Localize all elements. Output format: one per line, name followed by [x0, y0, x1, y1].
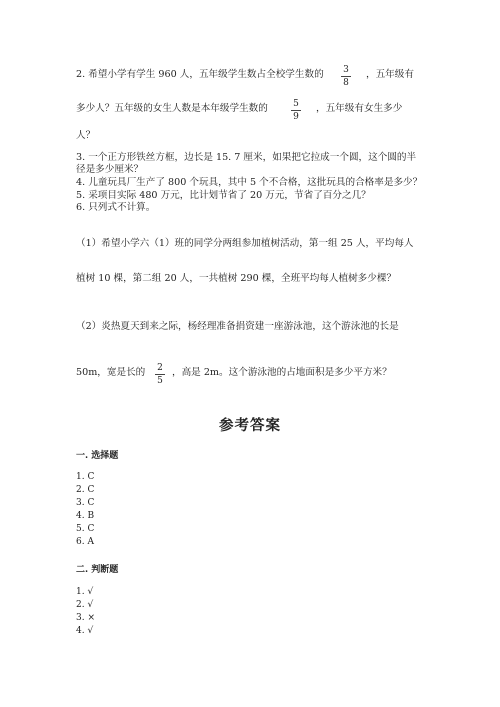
question-2-line-2-end — [316, 103, 402, 115]
section-1-answer-5: 5. C — [76, 524, 95, 534]
fraction-denominator: 5 — [157, 376, 163, 386]
fraction-2-5 — [154, 363, 166, 386]
question-2-text-c: 多少人？五年级的女生人数是本年级学生数的 — [76, 103, 268, 114]
fraction-denominator: 9 — [293, 112, 299, 122]
section-2-answer-4: 4. √ — [76, 626, 94, 636]
section-2-answer-3: 3. × — [76, 613, 95, 623]
section-2-answer-1: 1. √ — [76, 587, 94, 597]
question-4: 4. 儿童玩具厂生产了 800 个玩具，其中 5 个不合格，这批玩具的合格率是多少？ — [76, 177, 423, 188]
section-1-heading: 一. 选择题 — [76, 451, 119, 461]
question-2-line-2 — [76, 103, 268, 115]
question-2-line-1 — [76, 69, 324, 81]
sub-question-2-line-2-end — [172, 367, 392, 379]
sub-question-2-line-2 — [76, 367, 145, 379]
sub-question-2-text-b: ，高是 2m。这个游泳池的占地面积是多少平方米？ — [172, 367, 392, 378]
section-1-answer-2: 2. C — [76, 485, 95, 495]
fraction-numerator: 5 — [293, 99, 299, 109]
section-1-answer-3: 3. C — [76, 498, 95, 508]
fraction-bar — [155, 374, 165, 375]
fraction-3-8 — [340, 65, 352, 88]
question-2-line-3: 人？ — [76, 130, 96, 141]
sub-question-1-line-1: （1）希望小学六（1）班的同学分两组参加植树活动，第一组 25 人，平均每人 — [76, 238, 414, 249]
question-3-line-1: 3. 一个正方形铁丝方框，边长是 15. 7 厘米，如果把它拉成一个圆，这个圆的半 — [76, 152, 417, 163]
question-2-text-a: 2. 希望小学有学生 960 人，五年级学生数占全校学生数的 — [76, 69, 324, 80]
question-6: 6. 只列式不计算。 — [76, 202, 156, 213]
question-3-line-2: 径是多少厘米？ — [76, 164, 144, 175]
fraction-numerator: 3 — [343, 65, 349, 75]
fraction-denominator: 8 — [343, 78, 349, 88]
question-2-text-d: ，五年级有女生多少 — [316, 103, 403, 114]
fraction-numerator: 2 — [157, 363, 163, 373]
sub-question-2-text-a: 50m，宽是长的 — [76, 367, 146, 378]
fraction-5-9 — [290, 99, 302, 122]
fraction-bar — [291, 110, 301, 111]
section-1-answer-6: 6. A — [76, 537, 94, 547]
question-2-line-1-end — [366, 69, 414, 81]
question-2-text-b: ，五年级有 — [366, 69, 414, 80]
question-5: 5. 采项目实际 480 万元，比计划节省了 20 万元，节省了百分之几？ — [76, 190, 371, 201]
section-1-answer-4: 4. B — [76, 511, 95, 521]
section-2-heading: 二. 判断题 — [76, 565, 119, 575]
sub-question-2-line-1: （2）炎热夏天到来之际，杨经理准备捐资建一座游泳池，这个游泳池的长是 — [76, 321, 399, 332]
section-1-answer-1: 1. C — [76, 472, 95, 482]
section-2-answer-2: 2. √ — [76, 600, 94, 610]
sub-question-1-line-2: 植树 10 棵，第二组 20 人，一共植树 290 棵，全班平均每人植树多少棵？ — [76, 273, 397, 284]
fraction-bar — [341, 76, 351, 77]
answer-title: 参考答案 — [219, 417, 281, 434]
